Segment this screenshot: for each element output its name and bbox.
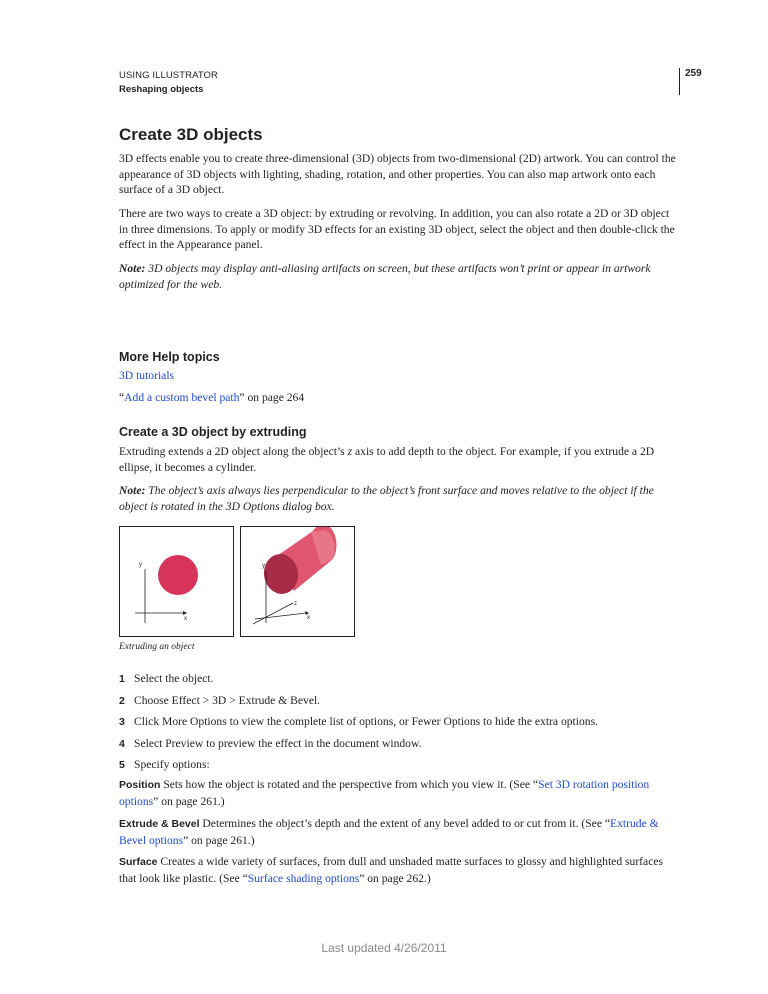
section-paragraph-1: 3D effects enable you to create three-dimensional (3D) objects from two-dimensional (2D) artwork. You can control the appearance of 3D objects with lighting, shading, rotation, and other properties. You can also map artwork onto each surface of a 3D object.: [119, 152, 676, 197]
step-5: [119, 757, 210, 773]
step-2: [119, 693, 320, 709]
link-rotation-position-options[interactable]: Set 3D rotation position options: [119, 778, 650, 808]
option-text: Determines the object’s depth and the extent of any bevel added to or cut from it. (See “: [199, 817, 611, 830]
step-number: 1: [119, 673, 125, 685]
page-ref: ” on page 262.): [359, 871, 431, 885]
y-axis-label: y: [262, 563, 265, 569]
running-header-book: USING ILLUSTRATOR: [119, 70, 219, 81]
step-text: Select the object.: [134, 672, 214, 685]
option-text: Sets how the object is rotated and the perspective from which you view it. (See “: [160, 778, 539, 791]
note-text: The object’s axis always lies perpendicular to the object’s front surface and moves relative to the object if the object is rotated in the 3D Options dialog box.: [119, 484, 654, 513]
note-text: 3D objects may display anti-aliasing artifacts on screen, but these artifacts won’t print or appear in artwork optimized for the web.: [119, 262, 651, 291]
subsection-title: Create a 3D object by extruding: [119, 425, 307, 439]
option-position: [119, 777, 679, 809]
page-ref: ” on page 264: [239, 391, 305, 404]
step-number: 3: [119, 716, 125, 728]
axis-name: z: [347, 445, 353, 458]
x-axis-label: x: [184, 616, 187, 622]
text: Extruding extends a 2D object along the object’s: [119, 445, 348, 458]
red-circle: [158, 555, 198, 595]
figure-2d-circle: [119, 526, 234, 637]
step-text: Choose Effect > 3D > Extrude & Bevel.: [134, 694, 321, 707]
option-surface: [119, 854, 679, 886]
help-link-item-2: [119, 390, 679, 406]
page-number: 259: [685, 68, 702, 79]
option-term: Extrude & Bevel: [119, 818, 200, 830]
option-term: Position: [119, 779, 161, 791]
option-term: Surface: [119, 856, 158, 868]
step-number: 5: [119, 759, 125, 771]
x-axis-line: [255, 613, 306, 619]
link-custom-bevel-path[interactable]: Add a custom bevel path: [124, 391, 240, 404]
subsection-paragraph: [119, 444, 679, 475]
last-updated-footer: Last updated 4/26/2011: [321, 941, 447, 955]
figure-3d-cylinder: [240, 526, 355, 637]
option-extrude-bevel: [119, 816, 679, 848]
z-axis-label: z: [294, 601, 297, 607]
step-3: [119, 714, 598, 730]
link-surface-shading-options[interactable]: Surface shading options: [247, 871, 360, 885]
page-ref: ” on page 261.): [153, 794, 225, 808]
step-1: [119, 671, 214, 687]
link-3d-tutorials[interactable]: 3D tutorials: [119, 369, 175, 382]
help-topics-title: More Help topics: [119, 350, 220, 364]
figure-caption: Extruding an object: [119, 642, 195, 652]
section-title: Create 3D objects: [119, 125, 263, 144]
help-link-item-1: [119, 368, 679, 384]
z-axis-line: [253, 603, 293, 624]
step-text: Select Preview to preview the effect in the document window.: [134, 737, 422, 750]
quote-mark: “: [119, 391, 125, 404]
link-extrude-bevel-options[interactable]: Extrude & Bevel options: [119, 817, 659, 847]
section-note: [119, 261, 679, 292]
step-number: 4: [119, 738, 125, 750]
step-text: Click More Options to view the complete list of options, or Fewer Options to hide the extra options.: [134, 715, 599, 728]
section-paragraph-2: There are two ways to create a 3D object: by extruding or revolving. In addition, you can also rotate a 2D or 3D object in three dimensions. To apply or modify 3D effects for an existing 3D object, select the object and then double-click the effect in the Appearance panel.: [119, 207, 675, 252]
option-text: Creates a wide variety of surfaces, from dull and unshaded matte surfaces to glossy and highlighted surfaces that look like plastic. (See “: [119, 855, 663, 885]
y-axis-label: y: [139, 562, 142, 568]
text: axis to add depth to the object. For example, if you extrude a 2D ellipse, it becomes a cylinder.: [119, 445, 655, 474]
step-4: [119, 736, 422, 752]
step-text: Specify options:: [134, 758, 210, 771]
header-divider: [679, 68, 680, 95]
subsection-note: [119, 483, 679, 514]
note-label: Note:: [119, 484, 146, 497]
note-label: Note:: [119, 262, 146, 275]
page-ref: ” on page 261.): [183, 833, 255, 847]
x-axis-label: x: [307, 615, 310, 621]
step-number: 2: [119, 695, 125, 707]
x-axis-arrow: [183, 611, 187, 615]
running-header-chapter: Reshaping objects: [119, 84, 204, 95]
